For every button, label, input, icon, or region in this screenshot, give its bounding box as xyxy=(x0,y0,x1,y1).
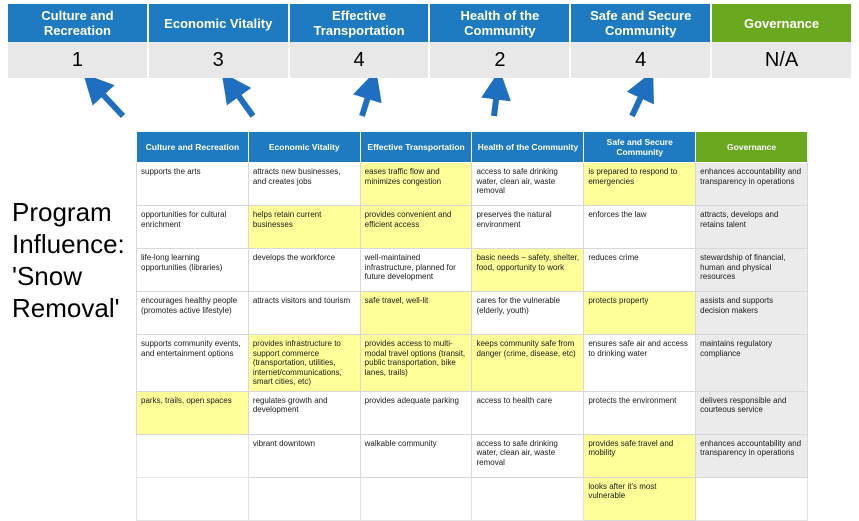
score-health-of-the-community: 2 xyxy=(430,42,571,78)
header-label: Health of the Community xyxy=(460,8,540,38)
matrix-cell: attracts new businesses, and creates jobs xyxy=(248,163,360,206)
arrow-to-health-of-the-community xyxy=(494,84,498,116)
score-governance: N/A xyxy=(764,48,799,71)
arrow-group xyxy=(0,78,859,130)
table-row xyxy=(137,335,808,392)
header-label: Effective Transportation xyxy=(313,8,405,38)
table-row xyxy=(137,163,808,206)
matrix-cell xyxy=(137,434,249,477)
table-row xyxy=(137,391,808,434)
header-culture-and-recreation xyxy=(8,4,149,42)
matrix-cell: develops the workforce xyxy=(248,249,360,292)
matrix-header-culture-and-recreation: Culture and Recreation xyxy=(137,132,249,163)
matrix-cell: keeps community safe from danger (crime, disease, etc) xyxy=(472,335,584,392)
score-effective-transportation: 4 xyxy=(290,42,431,78)
header-health-of-the-community xyxy=(430,4,571,42)
arrow-to-culture-and-recreation xyxy=(93,84,123,116)
matrix-cell: preserves the natural environment xyxy=(472,206,584,249)
matrix-cell: provides infrastructure to support commerce (transportation, utilities, internet/communications, smart cities, etc) xyxy=(248,335,360,392)
matrix-cell: opportunities for cultural enrichment xyxy=(137,206,249,249)
matrix-cell: access to safe drinking water, clean air, waste removal xyxy=(472,434,584,477)
matrix-cell: provides adequate parking xyxy=(360,391,472,434)
matrix-header-governance: Governance xyxy=(696,132,808,163)
matrix-cell: protects property xyxy=(584,292,696,335)
matrix-cell: assists and supports decision makers xyxy=(696,292,808,335)
score-band xyxy=(8,42,851,78)
header-safe-and-secure-community xyxy=(571,4,712,42)
matrix-body xyxy=(137,163,808,521)
matrix-cell: ensures safe air and access to drinking water xyxy=(584,335,696,392)
header-label: Safe and Secure Community xyxy=(590,8,692,38)
matrix-cell: provides safe travel and mobility xyxy=(584,434,696,477)
results-matrix-table xyxy=(136,131,808,521)
matrix-cell: well-maintained infrastructure, planned for future development xyxy=(360,249,472,292)
matrix-header-effective-transportation: Effective Transportation xyxy=(360,132,472,163)
matrix-cell: basic needs – safety, shelter, food, opportunity to work xyxy=(472,249,584,292)
matrix-cell: safe travel, well-lit xyxy=(360,292,472,335)
arrow-to-effective-transportation xyxy=(362,84,372,116)
header-economic-vitality xyxy=(149,4,290,42)
matrix-header-safe-and-secure-community: Safe and Secure Community xyxy=(584,132,696,163)
matrix-cell: supports the arts xyxy=(137,163,249,206)
matrix-cell: provides convenient and efficient access xyxy=(360,206,472,249)
matrix-cell xyxy=(472,477,584,520)
table-row xyxy=(137,477,808,520)
matrix-cell: attracts visitors and tourism xyxy=(248,292,360,335)
header-label: Culture and Recreation xyxy=(41,8,114,38)
matrix-cell: enhances accountability and transparency in operations xyxy=(696,163,808,206)
matrix-cell: supports community events, and entertainment options xyxy=(137,335,249,392)
matrix-cell xyxy=(360,477,472,520)
matrix-cell: maintains regulatory compliance xyxy=(696,335,808,392)
matrix-cell: life-long learning opportunities (libraries) xyxy=(137,249,249,292)
matrix-cell: vibrant downtown xyxy=(248,434,360,477)
matrix-cell: reduces crime xyxy=(584,249,696,292)
matrix-cell: regulates growth and development xyxy=(248,391,360,434)
arrow-to-economic-vitality xyxy=(230,84,253,116)
matrix-cell: looks after it's most vulnerable xyxy=(584,477,696,520)
matrix-cell: protects the environment xyxy=(584,391,696,434)
matrix-cell: attracts, develops and retains talent xyxy=(696,206,808,249)
table-row xyxy=(137,249,808,292)
matrix-cell: access to health care xyxy=(472,391,584,434)
matrix-cell: provides access to multi-modal travel options (transit, public transportation, bike lanes, trails) xyxy=(360,335,472,392)
score-culture-and-recreation: 1 xyxy=(8,42,149,78)
matrix-header-health-of-the-community: Health of the Community xyxy=(472,132,584,163)
score-economic-vitality: 3 xyxy=(149,42,290,78)
program-influence-caption: Program Influence: 'Snow Removal' xyxy=(12,197,125,323)
table-row xyxy=(137,292,808,335)
matrix-cell: delivers responsible and courteous service xyxy=(696,391,808,434)
matrix-cell: access to safe drinking water, clean air, waste removal xyxy=(472,163,584,206)
score-safe-and-secure-community: 4 xyxy=(571,42,712,78)
matrix-cell: walkable community xyxy=(360,434,472,477)
matrix-cell: eases traffic flow and minimizes congestion xyxy=(360,163,472,206)
arrow-to-safe-and-secure-community xyxy=(632,84,647,116)
matrix-cell: is prepared to respond to emergencies xyxy=(584,163,696,206)
matrix-cell: enhances accountability and transparency in operations xyxy=(696,434,808,477)
perspective-header-band xyxy=(8,4,851,42)
matrix-cell: encourages healthy people (promotes active lifestyle) xyxy=(137,292,249,335)
matrix-cell xyxy=(248,477,360,520)
header-label: Governance xyxy=(743,15,820,31)
matrix-cell: enforces the law xyxy=(584,206,696,249)
header-label: Economic Vitality xyxy=(164,15,273,31)
header-governance xyxy=(712,4,851,42)
matrix-cell xyxy=(696,477,808,520)
matrix-cell xyxy=(137,477,249,520)
header-effective-transportation xyxy=(290,4,431,42)
matrix-header-row xyxy=(137,132,808,163)
table-row xyxy=(137,206,808,249)
matrix-cell: helps retain current businesses xyxy=(248,206,360,249)
table-row xyxy=(137,434,808,477)
matrix-header-economic-vitality: Economic Vitality xyxy=(248,132,360,163)
matrix-cell: parks, trails, open spaces xyxy=(137,391,249,434)
matrix-cell: stewardship of financial, human and physical resources xyxy=(696,249,808,292)
matrix-cell: cares for the vulnerable (elderly, youth) xyxy=(472,292,584,335)
